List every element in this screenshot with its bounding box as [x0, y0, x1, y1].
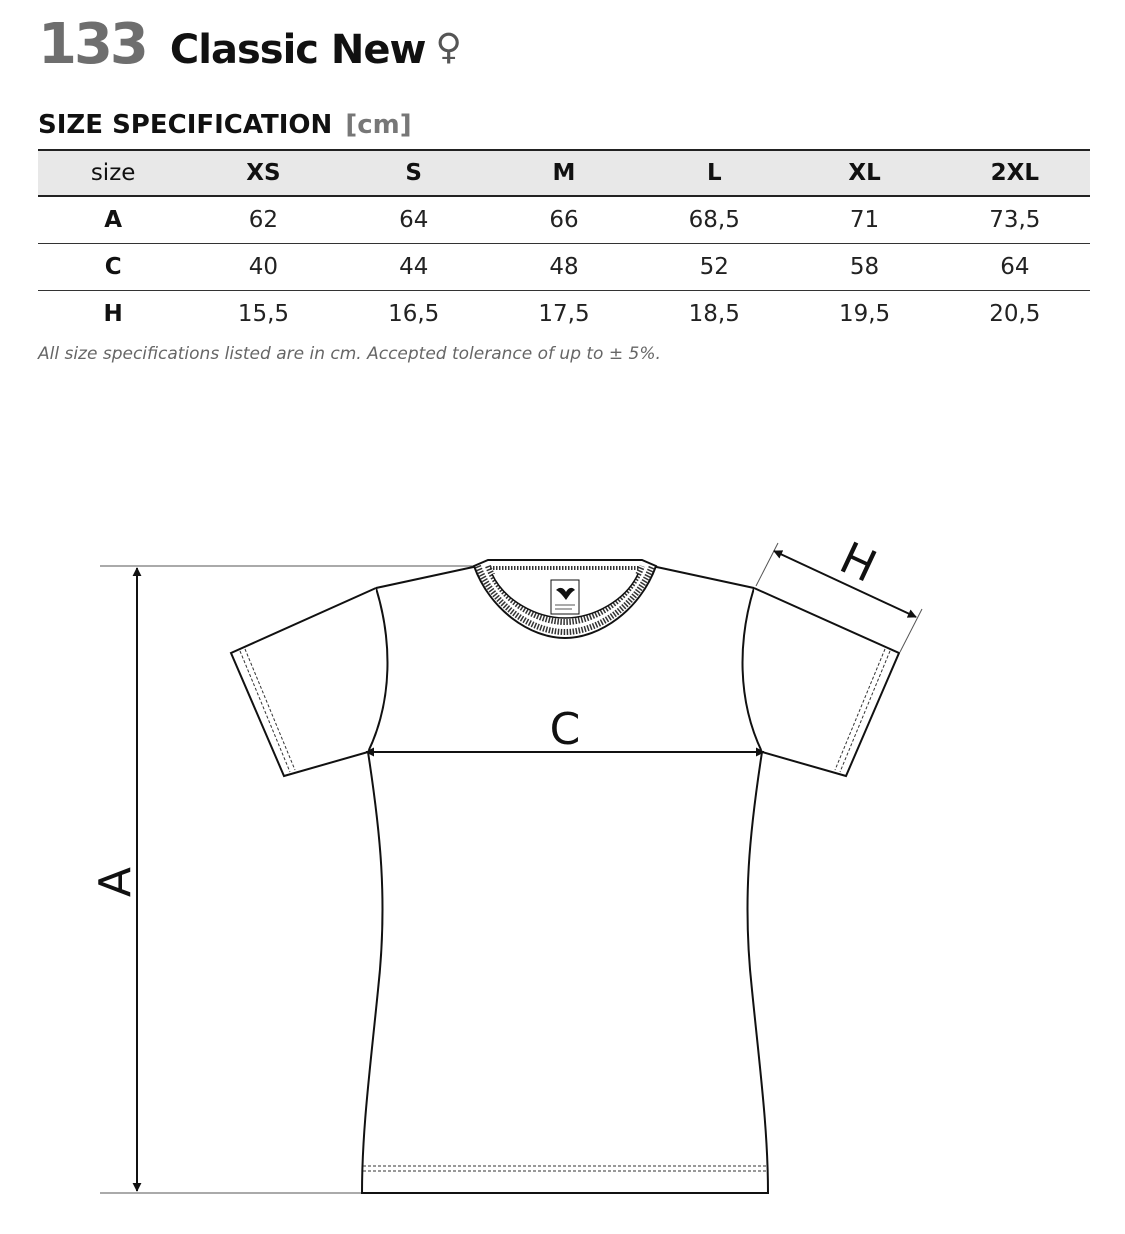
table-cell: 71 [849, 206, 880, 233]
right-shoulder [652, 566, 754, 588]
size-col-m: M [552, 160, 576, 186]
spec-unit: [cm] [345, 110, 412, 140]
row-label-c: C [104, 253, 122, 280]
product-code: 133 [38, 12, 146, 77]
row-label-a: A [104, 206, 123, 233]
right-sleeve [754, 588, 899, 776]
table-cell: 16,5 [388, 300, 440, 327]
row-label-h: H [103, 300, 123, 327]
table-cell: 18,5 [688, 300, 740, 327]
table-cell: 17,5 [538, 300, 590, 327]
table-cell: 68,5 [688, 206, 740, 233]
size-col-xs: XS [246, 160, 281, 186]
product-name: Classic New [169, 27, 426, 73]
size-col-2xl: 2XL [990, 160, 1040, 186]
table-cell: 44 [399, 253, 429, 280]
size-col-l: L [706, 160, 722, 186]
table-cell: 66 [549, 206, 579, 233]
table-cell: 48 [549, 253, 579, 280]
sleeve-guide [756, 543, 778, 586]
table-cell: 62 [248, 206, 279, 233]
brand-tag-icon [551, 580, 579, 614]
dimension-a-label: A [90, 866, 141, 898]
table-cell: 15,5 [237, 300, 290, 327]
dimension-c-label: C [549, 704, 581, 755]
size-col-xl: XL [848, 160, 881, 186]
tolerance-note: All size specifications listed are in cm. Accepted tolerance of up to ± 5%. [38, 344, 661, 364]
size-header-label: size [90, 160, 136, 186]
female-icon: ♀ [435, 27, 462, 68]
left-shoulder [376, 566, 478, 588]
dimension-h-label: H [832, 532, 884, 593]
table-cell: 58 [849, 253, 880, 280]
table-cell: 19,5 [838, 300, 891, 327]
table-cell: 64 [399, 206, 429, 233]
size-col-s: S [405, 160, 422, 186]
table-cell: 40 [248, 253, 279, 280]
table-cell: 20,5 [989, 300, 1041, 327]
spec-heading-text: SIZE SPECIFICATION [38, 110, 333, 140]
table-cell: 73,5 [989, 206, 1041, 233]
table-cell: 64 [1000, 253, 1030, 280]
table-cell: 52 [699, 253, 729, 280]
left-sleeve [231, 588, 376, 776]
tshirt-body [362, 588, 768, 1193]
